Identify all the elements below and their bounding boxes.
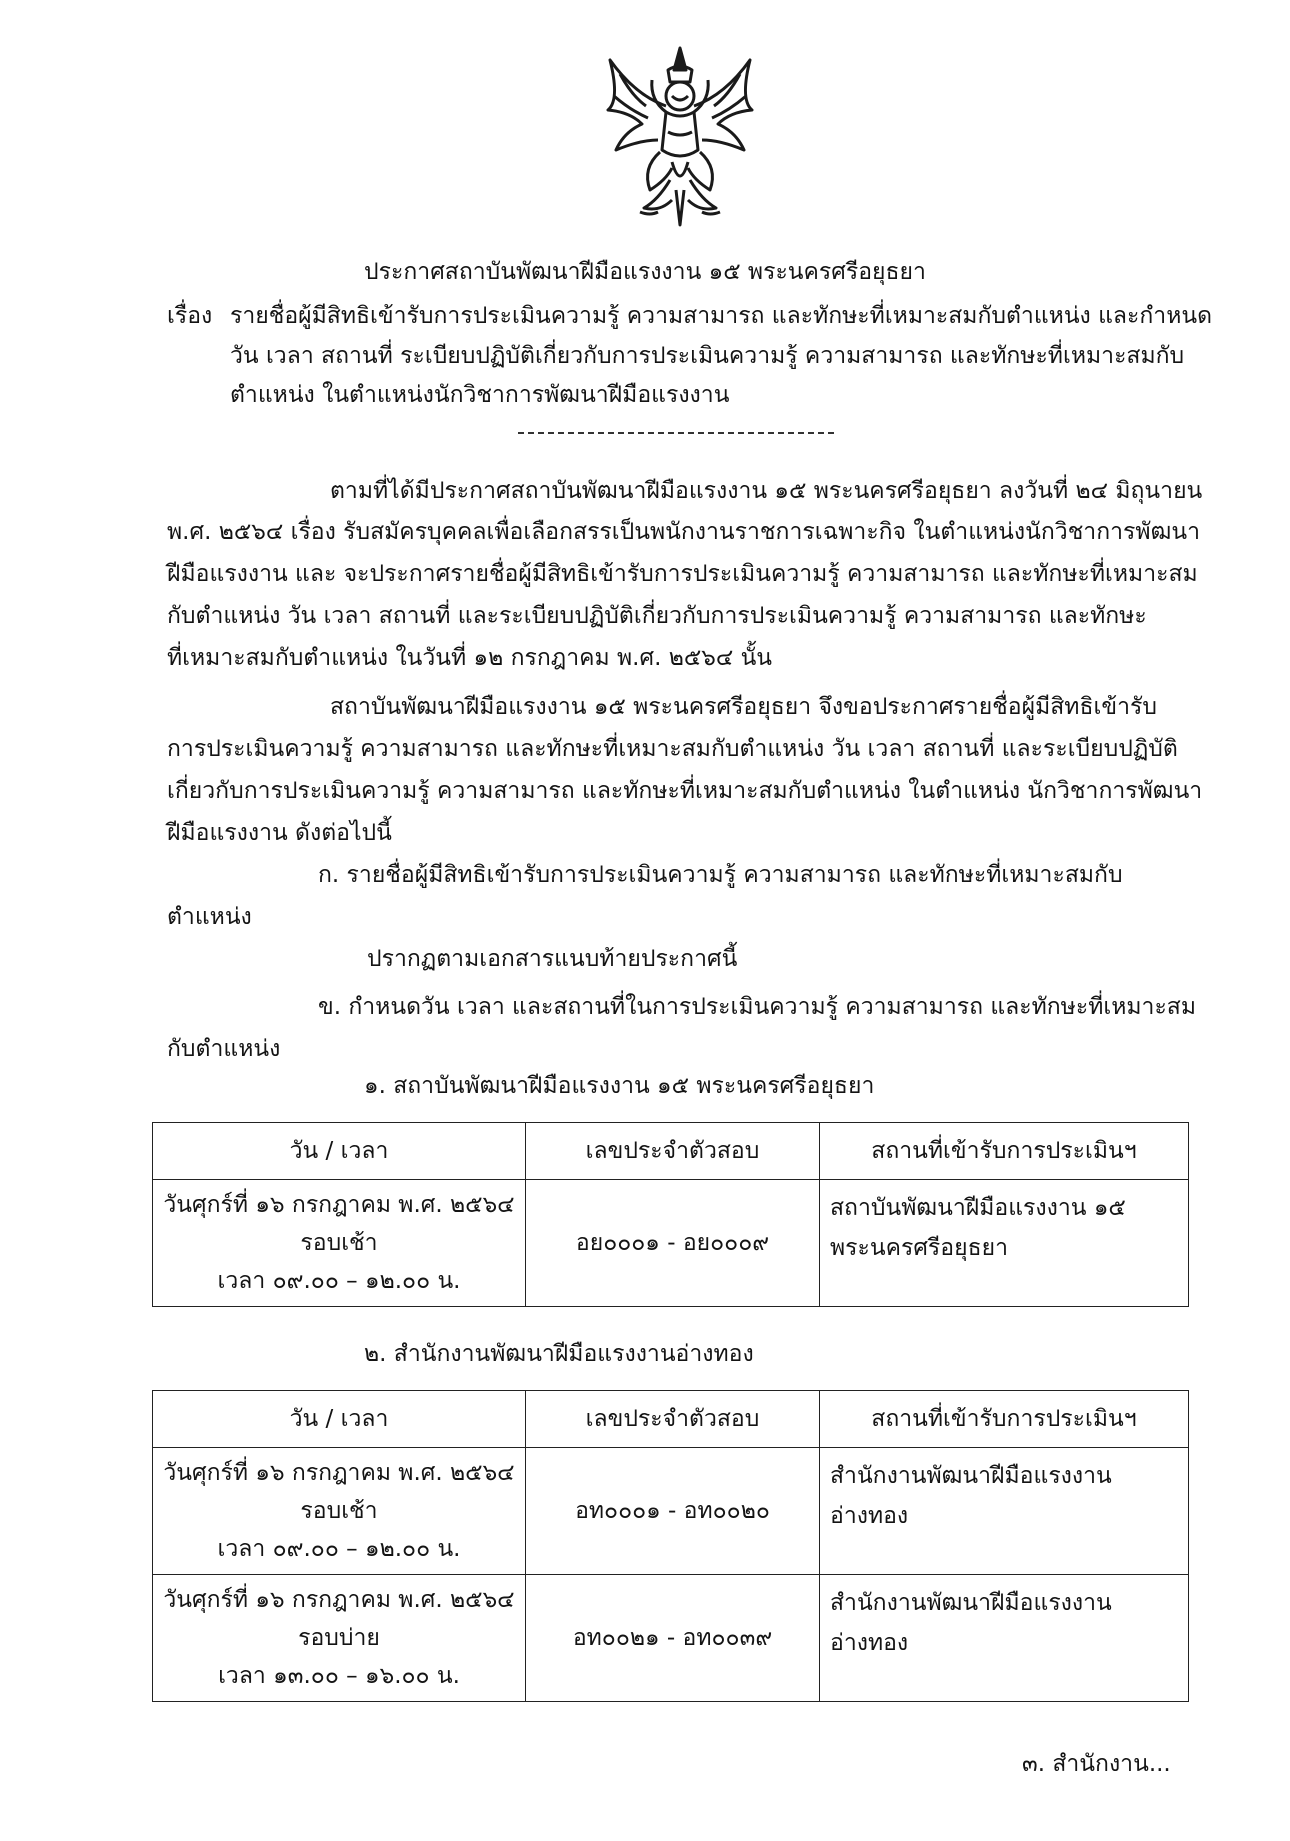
paragraph-1-line-2: พ.ศ. ๒๕๖๔ เรื่อง รับสมัครบุคคลเพื่อเลือกสรรเป็นพนักงานราชการเฉพาะกิจ ในตำแหน่งนักวิชาการพัฒนา (167, 519, 1200, 545)
cell-venue (820, 1180, 1189, 1307)
paragraph-2-line-4: ฝีมือแรงงาน ดังต่อไปนี้ (167, 820, 392, 846)
venue-line: สำนักงานพัฒนาฝีมือแรงงานอ่างทอง (830, 1463, 1112, 1529)
cell-exam-id: อท๐๐๐๑ - อท๐๐๒๐ (526, 1448, 820, 1575)
section-1-heading: ๑. สถาบันพัฒนาฝีมือแรงงาน ๑๕ พระนครศรีอยุธยา (364, 1073, 875, 1099)
header-exam-id: เลขประจำตัวสอบ (526, 1391, 820, 1448)
item-a-detail: ปรากฏตามเอกสารแนบท้ายประกาศนี้ (367, 946, 738, 972)
row-date: วันศุกร์ที่ ๑๖ กรกฎาคม พ.ศ. ๒๕๖๔ (163, 1192, 515, 1218)
table-row (153, 1575, 1189, 1702)
section-1-table (152, 1122, 1189, 1307)
cell-date-time (153, 1180, 526, 1307)
row-date: วันศุกร์ที่ ๑๖ กรกฎาคม พ.ศ. ๒๕๖๔ (163, 1460, 515, 1486)
cell-date-time (153, 1575, 526, 1702)
venue-line: สำนักงานพัฒนาฝีมือแรงงานอ่างทอง (830, 1590, 1112, 1656)
header-venue: สถานที่เข้ารับการประเมินฯ (820, 1391, 1189, 1448)
row-session: รอบบ่าย (298, 1625, 380, 1651)
paragraph-1-line-4: กับตำแหน่ง วัน เวลา สถานที่ และระเบียบปฏิบัติเกี่ยวกับการประเมินความรู้ ความสามารถ และทักษะ (167, 603, 1147, 629)
subject-line-1: รายชื่อผู้มีสิทธิเข้ารับการประเมินความรู้ ความสามารถ และทักษะที่เหมาะสมกับตำแหน่ง และกำหนด (230, 303, 1213, 329)
table-row (153, 1448, 1189, 1575)
garuda-emblem-icon (580, 40, 780, 240)
header-exam-id: เลขประจำตัวสอบ (526, 1123, 820, 1180)
row-session: รอบเช้า (300, 1230, 378, 1256)
paragraph-1-line-3: ฝีมือแรงงาน และ จะประกาศรายชื่อผู้มีสิทธิเข้ารับการประเมินความรู้ ความสามารถ และทักษะที่เหมาะสม (167, 561, 1198, 587)
row-time: เวลา ๑๓.๐๐ – ๑๖.๐๐ น. (218, 1663, 460, 1689)
cell-exam-id: อท๐๐๒๑ - อท๐๐๓๙ (526, 1575, 820, 1702)
row-time: เวลา ๐๙.๐๐ – ๑๒.๐๐ น. (217, 1536, 461, 1562)
continuation-marker: ๓. สำนักงาน... (1022, 1751, 1171, 1777)
item-b-line-2: กับตำแหน่ง (167, 1036, 281, 1062)
header-date-time: วัน / เวลา (153, 1391, 526, 1448)
announcement-title: ประกาศสถาบันพัฒนาฝีมือแรงงาน ๑๕ พระนครศรีอยุธยา (364, 259, 926, 285)
paragraph-1-line-1: ตามที่ได้มีประกาศสถาบันพัฒนาฝีมือแรงงาน ๑๕ พระนครศรีอยุธยา ลงวันที่ ๒๔ มิถุนายน (330, 478, 1203, 504)
subject-line-2: วัน เวลา สถานที่ ระเบียบปฏิบัติเกี่ยวกับการประเมินความรู้ ความสามารถ และทักษะที่เหมาะสมกับ (230, 343, 1185, 369)
header-venue: สถานที่เข้ารับการประเมินฯ (820, 1123, 1189, 1180)
table-header-row (153, 1123, 1189, 1180)
header-date-time: วัน / เวลา (153, 1123, 526, 1180)
paragraph-2-line-3: เกี่ยวกับการประเมินความรู้ ความสามารถ และทักษะที่เหมาะสมกับตำแหน่ง ในตำแหน่ง นักวิชาการพัฒนา (167, 778, 1203, 804)
section-2-heading: ๒. สำนักงานพัฒนาฝีมือแรงงานอ่างทอง (364, 1341, 754, 1367)
cell-exam-id: อย๐๐๐๑ - อย๐๐๐๙ (526, 1180, 820, 1307)
paragraph-1-line-5: ที่เหมาะสมกับตำแหน่ง ในวันที่ ๑๒ กรกฎาคม พ.ศ. ๒๕๖๔ นั้น (167, 645, 773, 671)
item-a-line-2: ตำแหน่ง (167, 904, 252, 930)
paragraph-2-line-1: สถาบันพัฒนาฝีมือแรงงาน ๑๕ พระนครศรีอยุธยา จึงขอประกาศรายชื่อผู้มีสิทธิเข้ารับ (330, 694, 1157, 720)
section-2-table (152, 1390, 1189, 1702)
row-date: วันศุกร์ที่ ๑๖ กรกฎาคม พ.ศ. ๒๕๖๔ (163, 1587, 515, 1613)
cell-date-time (153, 1448, 526, 1575)
subject-label: เรื่อง (167, 303, 213, 329)
paragraph-2-line-2: การประเมินความรู้ ความสามารถ และทักษะที่เหมาะสมกับตำแหน่ง วัน เวลา สถานที่ และระเบียบปฏิบัติ (167, 736, 1178, 762)
divider-line (518, 432, 834, 434)
venue-line: สถาบันพัฒนาฝีมือแรงงาน ๑๕ (830, 1195, 1126, 1221)
subject-line-3: ตำแหน่ง ในตำแหน่งนักวิชาการพัฒนาฝีมือแรงงาน (230, 382, 730, 408)
row-session: รอบเช้า (300, 1498, 378, 1524)
cell-venue (820, 1448, 1189, 1575)
row-time: เวลา ๐๙.๐๐ – ๑๒.๐๐ น. (217, 1268, 461, 1294)
item-a-line-1: ก. รายชื่อผู้มีสิทธิเข้ารับการประเมินความรู้ ความสามารถ และทักษะที่เหมาะสมกับ (318, 862, 1123, 888)
cell-venue (820, 1575, 1189, 1702)
venue-line: พระนครศรีอยุธยา (830, 1235, 1009, 1261)
item-b-line-1: ข. กำหนดวัน เวลา และสถานที่ในการประเมินความรู้ ความสามารถ และทักษะที่เหมาะสม (318, 994, 1197, 1020)
table-header-row (153, 1391, 1189, 1448)
table-row (153, 1180, 1189, 1307)
